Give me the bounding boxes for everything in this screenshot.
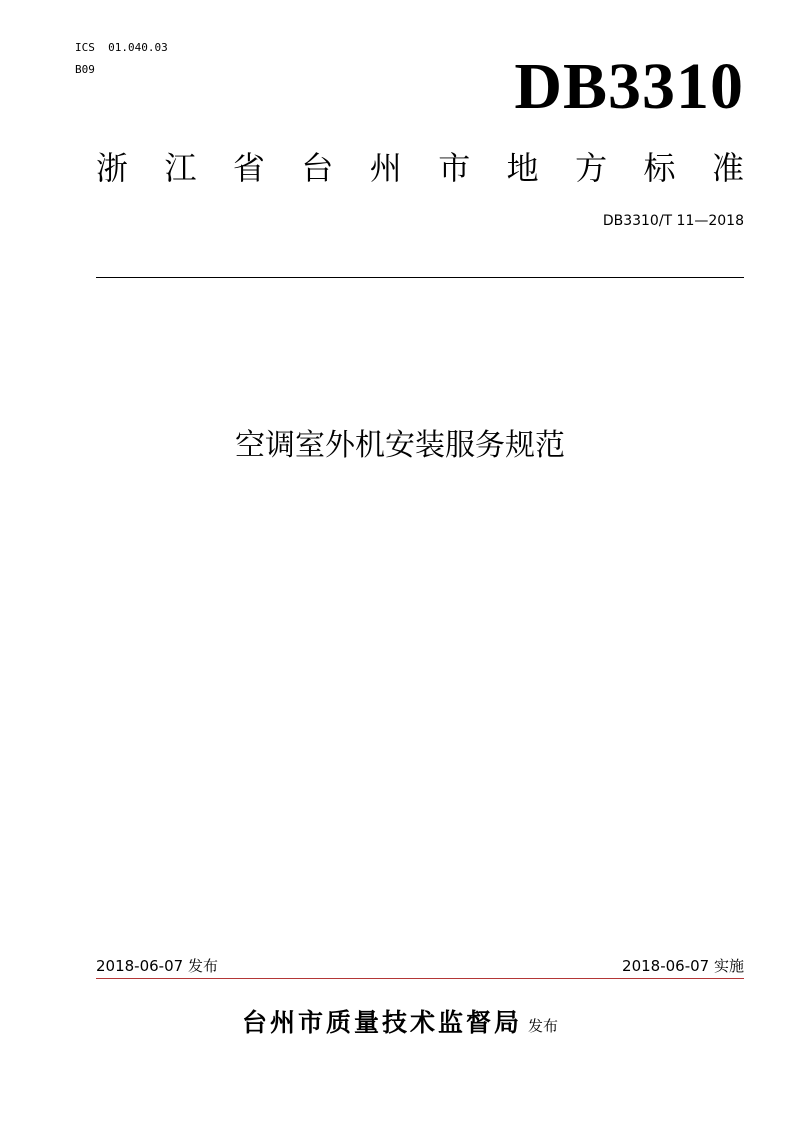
- header-divider: [96, 277, 744, 278]
- title-char: 地: [506, 149, 539, 187]
- publisher-line: [0, 1003, 800, 1039]
- standard-mark: DB3310: [514, 50, 744, 123]
- title-char: 州: [369, 149, 402, 187]
- title-char: 台: [301, 149, 334, 187]
- title-char: 准: [711, 149, 744, 187]
- ccs-code: B09: [75, 63, 95, 76]
- issue-date: 2018-06-07 发布: [96, 957, 218, 975]
- footer-divider: [96, 978, 744, 979]
- title-char: 方: [575, 149, 608, 187]
- title-char: 市: [438, 149, 471, 187]
- implementation-date: 2018-06-07 实施: [622, 957, 744, 975]
- title-char: 浙: [96, 149, 129, 187]
- document-title: 空调室外机安装服务规范: [235, 428, 565, 463]
- title-char: 江: [164, 149, 197, 187]
- title-char: 省: [232, 149, 265, 187]
- title-char: 标: [643, 149, 676, 187]
- ics-code: ICS 01.040.03: [75, 41, 168, 54]
- publisher-name: 台州市质量技术监督局: [241, 1008, 522, 1037]
- standard-category-title: [96, 148, 744, 188]
- publish-label: 发布: [528, 1017, 559, 1035]
- standard-number: DB3310/T 11—2018: [602, 213, 744, 229]
